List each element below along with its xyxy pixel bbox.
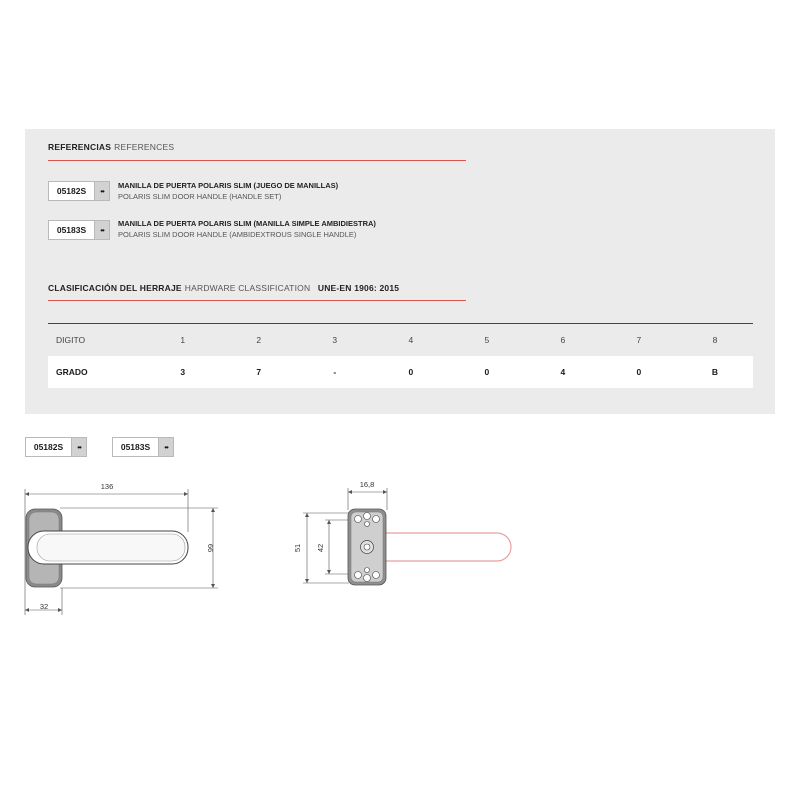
reference-description: MANILLA DE PUERTA POLARIS SLIM (MANILLA SIMPLE AMBIDIESTRA) POLARIS SLIM DOOR HANDLE (AMBIDEXTROUS SINGLE HANDLE)	[118, 219, 376, 239]
dimension-width: 136	[100, 482, 114, 491]
digit-cell: 1	[180, 335, 186, 345]
dimension-height: 66	[206, 543, 215, 553]
grade-cell: 4	[560, 367, 566, 377]
specs-panel	[25, 129, 775, 414]
classification-rule	[48, 300, 466, 301]
handle-lever-outline	[381, 533, 511, 561]
grade-cell: 0	[484, 367, 490, 377]
digit-label: DIGITO	[56, 335, 86, 345]
grade-cell: -	[333, 367, 337, 377]
classification-table	[48, 323, 753, 388]
classification-heading: CLASIFICACIÓN DEL HERRAJE HARDWARE CLASSIFICATION UNE-EN 1906: 2015	[48, 283, 400, 293]
grade-label: GRADO	[56, 367, 88, 377]
drawing-tag-05182S: 05182S ••	[25, 437, 87, 457]
digit-cell: 7	[636, 335, 642, 345]
grade-cell: 0	[408, 367, 414, 377]
dimension-height-inner: 42	[316, 543, 325, 553]
references-rule	[48, 160, 466, 161]
reference-description: MANILLA DE PUERTA POLARIS SLIM (JUEGO DE MANILLAS) POLARIS SLIM DOOR HANDLE (HANDLE SET)	[118, 181, 339, 201]
digit-cell: 6	[560, 335, 566, 345]
grade-row	[48, 356, 753, 388]
dimension-width: 16,8	[359, 480, 375, 489]
dimension-height-outer: 51	[293, 543, 302, 553]
digit-cell: 5	[484, 335, 490, 345]
grade-cell: 7	[256, 367, 262, 377]
grade-cell: B	[711, 367, 718, 377]
grade-cell: 0	[636, 367, 642, 377]
references-heading: REFERENCIAS REFERENCES	[48, 142, 175, 152]
grade-cell: 3	[180, 367, 186, 377]
front-view-drawing	[285, 470, 525, 620]
reference-code-05182S: 05182S ••	[48, 181, 110, 201]
drawing-tag-05183S: 05183S ••	[112, 437, 174, 457]
digit-cell: 8	[712, 335, 718, 345]
side-view-drawing	[0, 470, 240, 620]
reference-code-05183S: 05183S ••	[48, 220, 110, 240]
digit-row	[48, 324, 753, 356]
digit-cell: 4	[408, 335, 414, 345]
digit-cell: 2	[256, 335, 262, 345]
dimension-rose: 32	[39, 602, 49, 611]
digit-cell: 3	[332, 335, 338, 345]
